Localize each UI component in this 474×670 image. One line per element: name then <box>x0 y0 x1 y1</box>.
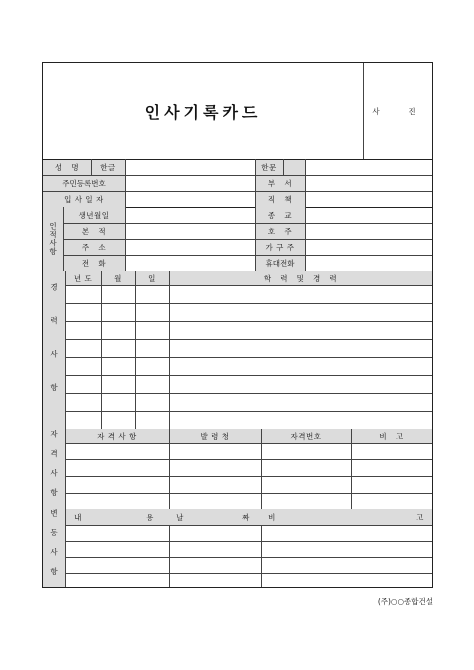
content-header-1: 내 <box>74 512 82 522</box>
date-header-2: 짜 <box>242 512 250 522</box>
rrn-label: 주민등록번호 <box>62 178 106 188</box>
join-date-label: 입 사 일 자 <box>64 194 104 204</box>
religion-label: 종 교 <box>267 210 293 220</box>
dept-label: 부 서 <box>267 178 293 188</box>
hangul-label: 한글 <box>100 162 116 172</box>
issuer-header: 발 령 청 <box>200 431 230 441</box>
content-header-2: 용 <box>146 512 154 522</box>
qualification-number-header: 자격번호 <box>290 431 322 441</box>
changes-section: 변동사항 <box>49 509 59 587</box>
qualification-item-header: 자 격 사 항 <box>97 431 137 441</box>
hanja-label: 한문 <box>261 162 277 172</box>
history-header: 학 력 및 경 력 <box>263 273 338 283</box>
position-label: 직 책 <box>267 194 293 204</box>
qualification-remark-header: 비 고 <box>379 431 404 441</box>
mobile-label: 휴대전화 <box>265 258 295 268</box>
address-label: 주 소 <box>81 242 107 252</box>
day-header: 일 <box>148 273 156 283</box>
personal-matters-section: 인적사항 <box>48 222 58 256</box>
name-label: 성 명 <box>54 162 80 172</box>
head-label: 호 주 <box>267 226 293 236</box>
phone-label: 전 화 <box>81 258 107 268</box>
form-title: 인사기록카드 <box>144 102 262 122</box>
remark-header-1: 비 <box>268 512 276 522</box>
photo-label: 사 진 <box>372 106 424 116</box>
householder-label: 가 구 주 <box>265 242 295 252</box>
remark-header-2: 고 <box>416 512 424 522</box>
qualification-section: 자격사항 <box>49 430 59 508</box>
date-header-1: 날 <box>176 512 184 522</box>
career-section: 경력사항 <box>49 283 59 417</box>
company-name: (주)○○종합건설 <box>377 597 433 606</box>
year-header: 년 도 <box>73 273 93 283</box>
birth-label: 생년월일 <box>78 210 110 220</box>
month-header: 월 <box>114 273 122 283</box>
domicile-label: 본 적 <box>81 226 107 236</box>
personnel-record-form <box>42 62 433 588</box>
